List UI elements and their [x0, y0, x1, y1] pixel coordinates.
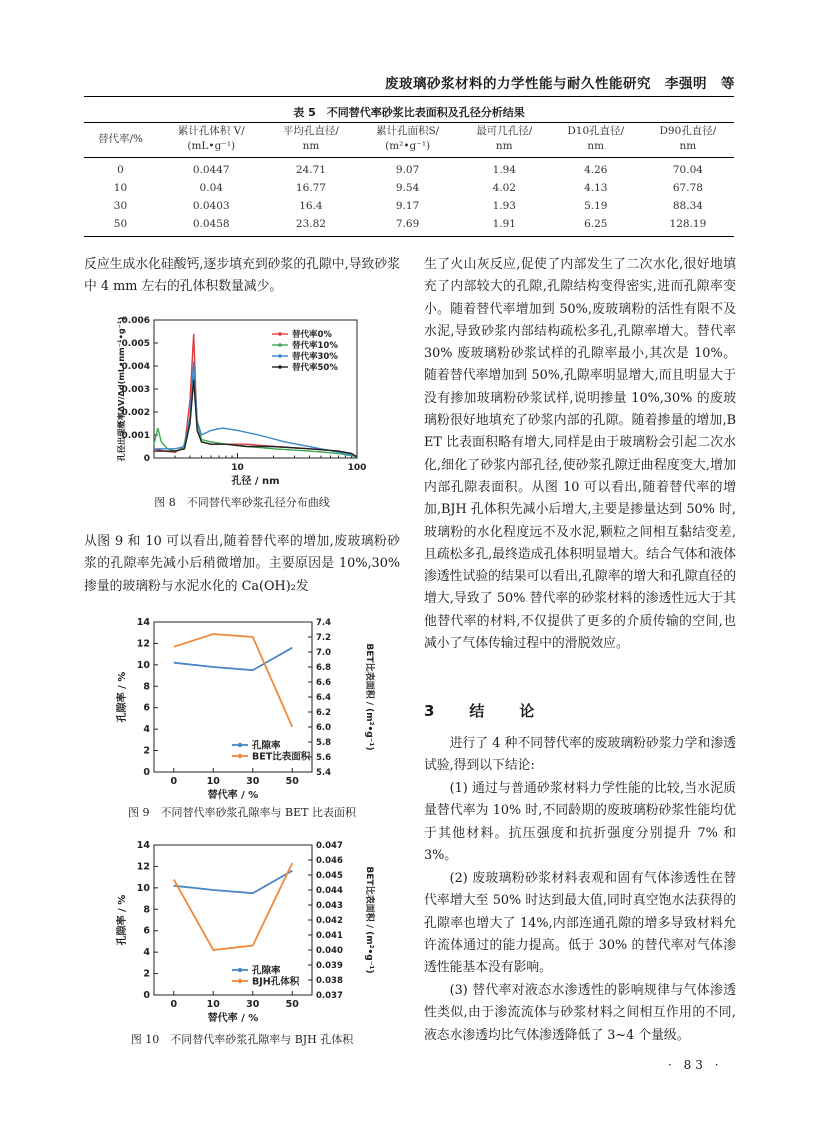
- conclusion-intro: 进行了 4 种不同替代率的废玻璃粉砂浆力学和渗透试验,得到以下结论:: [424, 736, 736, 774]
- legend-label-1: BET比表面积: [252, 751, 311, 763]
- table-header-cell: [356, 123, 459, 158]
- y-right-axis-label: BET比表面积 / (m²•g⁻¹): [364, 643, 374, 751]
- x-tick-label: 30: [246, 999, 260, 1010]
- y-right-tick-label: 0.041: [316, 931, 343, 941]
- left-paragraph-1: 反应生成水化硅酸钙,逐步填充到砂浆的孔隙中,导致砂浆中 4 mm 左右的孔体积数量减少。: [84, 257, 400, 295]
- legend-label-0: 孔隙率: [252, 740, 281, 752]
- table-cell: 0.0458: [157, 215, 266, 237]
- header-rule: [84, 96, 734, 97]
- y-left-tick-label: 10: [136, 659, 150, 671]
- y-left-axis-label: 孔隙率 / %: [117, 894, 128, 946]
- y-left-tick-label: 8: [143, 681, 150, 693]
- table-header-cell: [266, 123, 357, 158]
- table-cell: 88.34: [672, 200, 703, 212]
- table-cell: 50: [84, 215, 157, 237]
- conclusion-2: (2) 废玻璃粉砂浆材料表观和固有气体渗透性在替代率增大至 50% 时达到最大值,同时真空饱水法获得的孔隙率也增大了 14%,内部连通孔隙的增多导致材料允许流体通过的能力提高。低于 30% 的替代率对气体渗透性能基本没有影响。: [424, 871, 736, 976]
- y-right-tick-label: 0.043: [316, 901, 343, 911]
- plot-frame: [154, 845, 312, 995]
- fig10-porosity-bjh-chart: [112, 835, 382, 1030]
- header-line: (m²•g⁻¹): [385, 140, 431, 152]
- table-cell: 4.26: [584, 164, 608, 176]
- fig10-caption: 图 10 不同替代率砂浆孔隙率与 BJH 孔体积: [130, 1033, 354, 1046]
- legend-label-0: 孔隙率: [252, 965, 281, 977]
- legend-label-1: 替代率10%: [292, 341, 338, 351]
- y-right-tick-label: 5.6: [316, 753, 332, 763]
- y-left-tick-label: 2: [143, 968, 150, 980]
- y-tick-label: 0.002: [121, 408, 150, 418]
- table-cell: 9.17: [395, 200, 420, 212]
- page-number: · 83 ·: [668, 1058, 723, 1072]
- table-cell: 9.54: [395, 182, 420, 194]
- table-row: [84, 179, 734, 197]
- y-tick-label: 0: [143, 454, 150, 464]
- series-line-0: [174, 871, 292, 894]
- y-tick-label: 0.004: [121, 362, 150, 372]
- table-cell: 4.13: [584, 182, 608, 194]
- table-cell: 0.04: [199, 182, 223, 194]
- table-header-cell: [84, 123, 157, 158]
- legend-marker-1: [238, 754, 242, 758]
- table-cell: 128.19: [642, 215, 734, 237]
- table-cell: 10: [113, 182, 128, 194]
- table-5: [84, 122, 734, 237]
- y-right-tick-label: 5.8: [316, 738, 332, 748]
- table-header-cell: [157, 123, 266, 158]
- y-right-tick-label: 0.039: [316, 961, 343, 971]
- legend-marker-0: [278, 332, 282, 336]
- y-right-tick-label: 0.046: [316, 856, 343, 866]
- header-line: 最可几孔径/: [476, 125, 533, 137]
- y-right-tick-label: 0.037: [316, 991, 343, 1001]
- y-right-tick-label: 5.4: [316, 768, 332, 778]
- y-left-tick-label: 10: [136, 882, 150, 894]
- running-header: 废玻璃砂浆材料的力学性能与耐久性能研究 李强明 等: [385, 76, 735, 92]
- x-tick-label: 10: [231, 463, 244, 473]
- table-cell: 24.71: [295, 164, 326, 176]
- legend-marker-0: [238, 743, 242, 747]
- y-right-tick-label: 7.0: [316, 648, 332, 658]
- legend-label-1: BJH孔体积: [252, 976, 300, 988]
- fig8-caption: 图 8 不同替代率砂浆孔径分布曲线: [154, 496, 330, 509]
- y-right-tick-label: 7.4: [316, 618, 332, 628]
- y-right-tick-label: 6.0: [316, 723, 332, 733]
- x-axis-label: 替代率 / %: [207, 1013, 259, 1024]
- left-paragraph-2: 从图 9 和 10 可以看出,随着替代率的增加,废玻璃粉砂浆的孔隙率先减小后稍微增加。主要原因是 10%,30% 掺量的玻璃粉与水泥水化的 Ca(OH)₂发: [84, 534, 400, 594]
- y-left-tick-label: 8: [143, 904, 150, 916]
- y-right-tick-label: 0.042: [316, 916, 343, 926]
- y-left-tick-label: 4: [143, 947, 150, 959]
- section-3-title: 3 结 论: [424, 702, 545, 720]
- x-axis-label: 孔径 / nm: [231, 476, 280, 487]
- table-header-row: [84, 123, 734, 158]
- table-cell: 23.82: [266, 215, 357, 237]
- y-left-tick-label: 14: [136, 617, 150, 628]
- table-row: [84, 215, 734, 237]
- series-line-0: [174, 648, 292, 671]
- y-left-tick-label: 0: [143, 767, 150, 778]
- plot-frame: [154, 622, 312, 772]
- table-cell: 0.0403: [192, 200, 230, 212]
- header-line: 平均孔直径/: [282, 125, 339, 137]
- series-line-1: [174, 863, 292, 950]
- legend-label-2: 替代率30%: [292, 352, 338, 362]
- conclusion-3: (3) 替代率对液态水渗透性的影响规律与气体渗透性类似,由于渗流流体与砂浆材料之间相互作用的不同,液态水渗透均比气体渗透降低了 3~4 个量级。: [424, 983, 736, 1043]
- y-tick-label: 0.006: [121, 316, 150, 326]
- x-tick-label: 0: [170, 999, 178, 1010]
- conclusion-1: (1) 通过与普通砂浆材料力学性能的比较,当水泥质量替代率为 10% 时,不同龄期的废玻璃粉砂浆性能均优于其他材料。抗压强度和抗折强度分别提升 7% 和 3%。: [424, 781, 736, 863]
- y-left-tick-label: 12: [136, 861, 150, 873]
- header-line: nm: [302, 140, 320, 152]
- y-right-tick-label: 0.047: [316, 841, 343, 851]
- table-header-cell: [550, 123, 642, 158]
- legend-label-3: 替代率50%: [292, 363, 338, 373]
- y-left-tick-label: 4: [143, 724, 150, 736]
- y-right-tick-label: 6.2: [316, 708, 332, 718]
- x-tick-label: 10: [206, 999, 220, 1010]
- y-right-tick-label: 0.044: [316, 886, 343, 896]
- table-row: [84, 158, 734, 180]
- table-header-cell: [459, 123, 550, 158]
- series-line-1: [174, 634, 292, 727]
- x-tick-label: 10: [206, 776, 220, 787]
- fig9-porosity-bet-chart: [112, 612, 382, 802]
- y-left-axis-label: 孔隙率 / %: [117, 671, 128, 723]
- y-left-tick-label: 0: [143, 990, 150, 1001]
- legend-marker-3: [278, 365, 282, 369]
- table-cell: 67.78: [672, 182, 703, 194]
- y-tick-label: 0.003: [121, 385, 150, 395]
- header-line: D10孔直径/: [567, 125, 625, 137]
- header-line: nm: [587, 140, 605, 152]
- x-tick-label: 100: [347, 463, 367, 473]
- y-right-tick-label: 0.045: [316, 871, 343, 881]
- table-cell: 9.07: [395, 164, 420, 176]
- y-left-tick-label: 6: [143, 702, 150, 714]
- table-cell: 4.02: [492, 182, 516, 194]
- y-right-tick-label: 7.2: [316, 633, 332, 643]
- y-left-tick-label: 12: [136, 638, 150, 650]
- y-right-axis-label: BET比表面积 / (m²•g⁻¹): [364, 866, 374, 974]
- x-tick-label: 50: [285, 776, 299, 787]
- legend-marker-2: [278, 354, 282, 358]
- legend-marker-1: [238, 979, 242, 983]
- y-right-tick-label: 6.4: [316, 693, 332, 703]
- table-cell: 7.69: [356, 215, 459, 237]
- x-tick-label: 50: [285, 999, 299, 1010]
- table-row: [84, 197, 734, 215]
- y-left-tick-label: 2: [143, 745, 150, 757]
- y-right-tick-label: 0.040: [316, 946, 343, 956]
- table-header-cell: [642, 123, 734, 158]
- y-tick-label: 0.001: [121, 431, 150, 441]
- header-line: (mL•g⁻¹): [187, 140, 236, 152]
- legend-label-0: 替代率0%: [292, 330, 332, 340]
- y-tick-label: 0.005: [121, 339, 150, 349]
- x-axis-label: 替代率 / %: [207, 790, 259, 801]
- legend-marker-0: [238, 968, 242, 972]
- table-cell: 5.19: [584, 200, 608, 212]
- table-cell: 6.25: [550, 215, 642, 237]
- y-left-tick-label: 6: [143, 925, 150, 937]
- legend-marker-1: [278, 343, 282, 347]
- header-line: D90孔直径/: [659, 125, 717, 137]
- y-right-tick-label: 6.8: [316, 663, 332, 673]
- table-cell: 1.91: [459, 215, 550, 237]
- header-line: 累计孔体积 V/: [177, 125, 245, 137]
- table-cell: 0.0447: [192, 164, 230, 176]
- table-cell: 1.93: [492, 200, 516, 212]
- y-right-tick-label: 6.6: [316, 678, 332, 688]
- table-cell: 70.04: [672, 164, 703, 176]
- table-caption: 表 5 不同替代率砂浆比表面积及孔径分析结果: [293, 106, 525, 119]
- header-line: nm: [495, 140, 513, 152]
- x-tick-label: 0: [170, 776, 178, 787]
- y-right-tick-label: 0.038: [316, 976, 343, 986]
- table-cell: 16.77: [295, 182, 326, 194]
- table-cell: 0: [117, 164, 124, 176]
- table-cell: 16.4: [299, 200, 323, 212]
- right-paragraph-1: 生了火山灰反应,促使了内部发生了二次水化,很好地填充了内部较大的孔隙,孔隙结构变得密实,进而孔隙率变小。随着替代率增加到 50%,废玻璃粉的活性有限不及水泥,导致砂浆内部结构疏松多孔,孔隙率增大。替代率 30% 废玻璃粉砂浆试样的孔隙率最小,其次是 10%。随着替代率增加到 50%,孔隙率明显增大,而且明显大于没有掺加玻璃粉砂浆试样,说明掺量 10%,30% 的废玻璃粉很好地填充了砂浆内部的孔隙。随着掺量的增加,BET 比表面积略有增大,同样是由于玻璃粉会引起二次水化,细化了砂浆内部孔径,使砂浆孔隙迂曲程度变大,增加内部孔隙表面积。从图 10 可以看出,随着替代率的增加,BJH 孔体积先减小后增大,主要是掺量达到 50% 时,玻璃粉的水化程度远不及水泥,颗粒之间相互黏结变差,且疏松多孔,最终造成孔体积明显增大。结合气体和液体渗透性试验的结果可以看出,孔隙率的增大和孔隙直径的增大,导致了 50% 替代率的砂浆材料的渗透性远大于其他替代率的材料,不仅提供了更多的介质传输的空间,也减小了气体传输过程中的滑脱效应。: [424, 257, 736, 652]
- header-line: nm: [679, 140, 697, 152]
- table-cell: 1.94: [492, 164, 516, 176]
- fig8-pore-distribution-chart: [112, 308, 382, 488]
- fig9-caption: 图 9 不同替代率砂浆孔隙率与 BET 比表面积: [128, 806, 356, 819]
- header-line: 累计孔面积S/: [375, 125, 440, 137]
- y-left-tick-label: 14: [136, 840, 150, 851]
- header-line: 替代率/%: [97, 132, 143, 145]
- x-tick-label: 30: [246, 776, 260, 787]
- table-cell: 30: [113, 200, 128, 212]
- y-axis-label: 孔径出现概率ΔV/Δd(mL•nm⁻¹•g⁻¹): [116, 316, 126, 462]
